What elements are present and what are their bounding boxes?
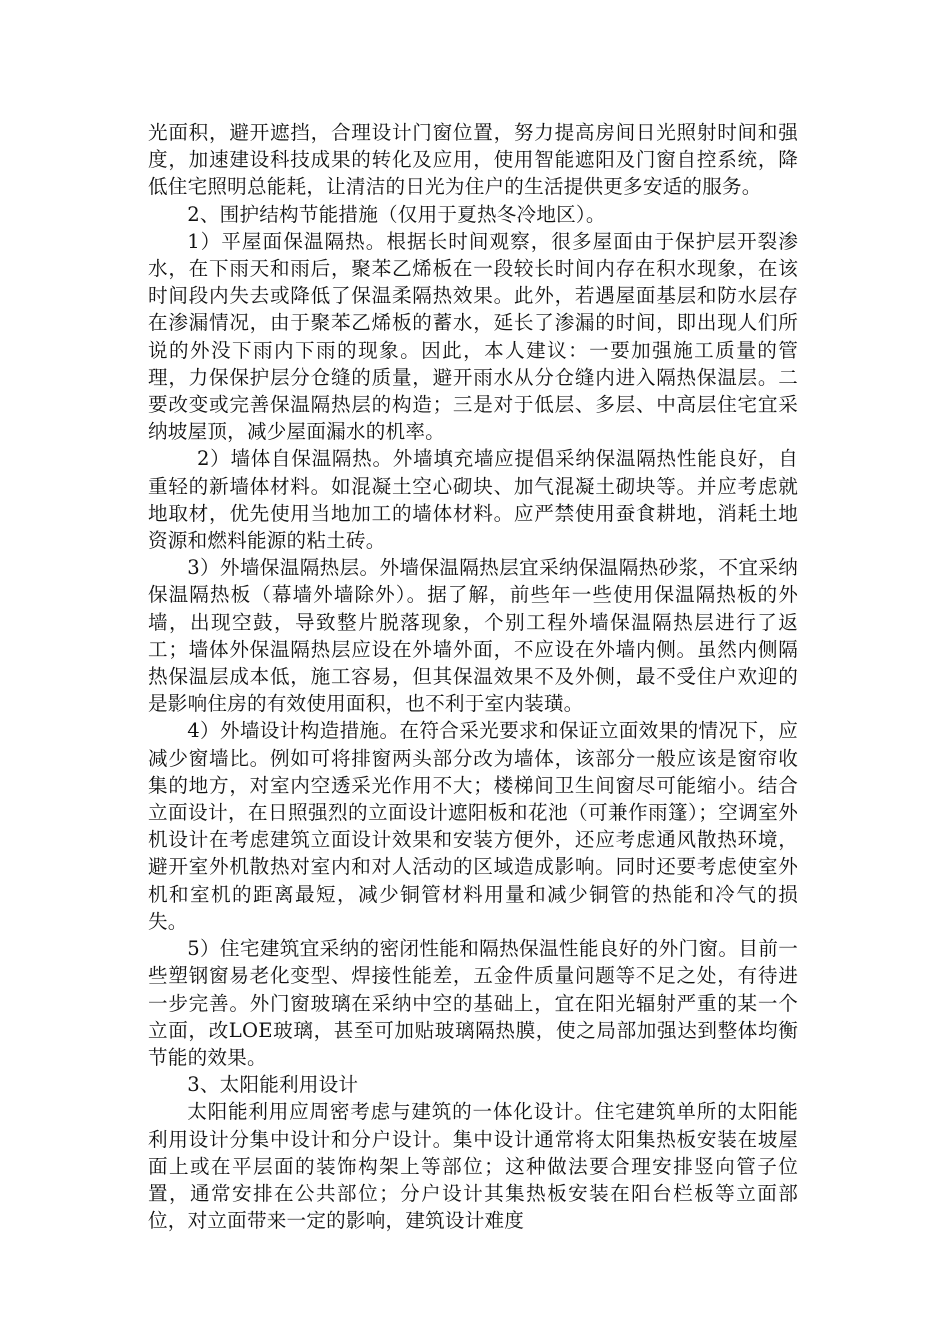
paragraph-wall-self-insulation: 2）墙体自保温隔热。外墙填充墙应提倡采纳保温隔热性能良好，自重轻的新墙体材料。如混凝土空心砌块、加气混凝土砌块等。并应考虑就地取材，优先使用当地加工的墙体材料。应严禁使用蚕食耕地，消耗土地资源和燃料能源的粘土砖。: [148, 447, 798, 553]
paragraph-solar-integration: 太阳能利用应周密考虑与建筑的一体化设计。住宅建筑单所的太阳能利用设计分集中设计和分户设计。集中设计通常将太阳集热板安装在坡屋面上或在平层面的装饰构架上等部位；这种做法要合理安排竖向管子位置，通常安排在公共部位；分户设计其集热板安装在阳台栏板等立面部位，对立面带来一定的影响，建筑设计难度: [148, 1100, 798, 1233]
document-page: [148, 119, 798, 1234]
heading-envelope-measures: 2、围护结构节能措施（仅用于夏热冬冷地区）。: [187, 202, 606, 226]
paragraph-doors-windows: 5）住宅建筑宜采纳的密闭性能和隔热保温性能良好的外门窗。目前一些塑钢窗易老化变型、焊接性能差，五金件质量问题等不足之处，有待进一步完善。外门窗玻璃在采纳中空的基础上，宜在阳光辐射严重的某一个立面，改LOE玻璃，甚至可加贴玻璃隔热膜，使之局部加强达到整体均衡节能的效果。: [148, 937, 798, 1069]
paragraph-flat-roof-insulation: 1）平屋面保温隔热。根据长时间观察，很多屋面由于保护层开裂渗水，在下雨天和雨后，聚苯乙烯板在一段较长时间内存在积水现象，在该时间段内失去或降低了保温柔隔热效果。此外，若遇屋面基层和防水层存在渗漏情况，由于聚苯乙烯板的蓄水，延长了渗漏的时间，即出现人们所说的外没下雨内下雨的现象。因此，本人建议：一要加强施工质量的管理，力保保护层分仓缝的质量，避开雨水从分仓缝内进入隔热保温层。二要改变或完善保温隔热层的构造；三是对于低层、多层、中高层住宅宜采纳坡屋顶，减少屋面漏水的机率。: [148, 229, 798, 444]
paragraph-daylight-continuation: 光面积，避开遮挡，合理设计门窗位置，努力提高房间日光照射时间和强度，加速建设科技成果的转化及应用，使用智能遮阳及门窗自控系统，降低住宅照明总能耗，让清洁的日光为住户的生活提供更多安适的服务。: [148, 121, 798, 199]
paragraph-external-wall-construction: 4）外墙设计构造措施。在符合采光要求和保证立面效果的情况下，应减少窗墙比。例如可将排窗两头部分改为墙体，该部分一般应该是窗帘收集的地方，对室内空透采光作用不大；楼梯间卫生间窗尽可能缩小。结合立面设计，在日照强烈的立面设计遮阳板和花池（可兼作雨篷）；空调室外机设计在考虑建筑立面设计效果和安装方便外，还应考虑通风散热环境，避开室外机散热对室内和对人活动的区域造成影响。同时还要考虑使室外机和室机的距离最短，减少铜管材料用量和减少铜管的热能和冷气的损失。: [148, 719, 798, 933]
heading-solar-design: 3、太阳能利用设计: [187, 1073, 359, 1097]
paragraph-external-wall-insulation-layer: 3）外墙保温隔热层。外墙保温隔热层宜采纳保温隔热砂浆，不宜采纳保温隔热板（幕墙外墙除外）。据了解，前些年一些使用保温隔热板的外墙，出现空鼓，导致整片脱落现象，个别工程外墙保温隔热层进行了返工；墙体外保温隔热层应设在外墙外面，不应设在外墙内侧。虽然内侧隔热保温层成本低，施工容易，但其保温效果不及外侧，最不受住户欢迎的是影响住房的有效使用面积，也不利于室内装璜。: [148, 556, 798, 716]
